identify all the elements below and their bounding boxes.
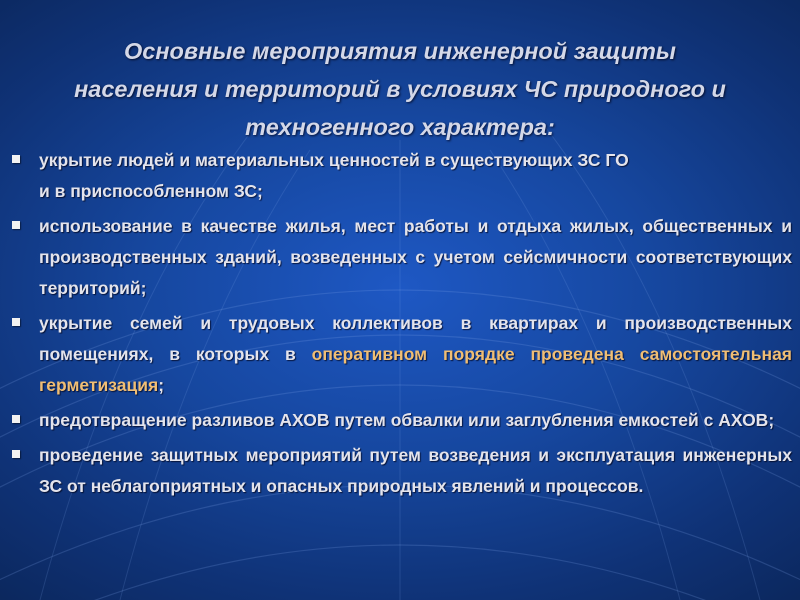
bullet-item — [8, 145, 792, 207]
bullet-text: укрытие семей и трудовых коллективов в квартирах и производственных помещениях, в которых в — [39, 313, 792, 364]
square-bullet-icon — [12, 155, 20, 163]
square-bullet-icon — [12, 221, 20, 229]
bullet-list — [8, 145, 792, 506]
bullet-text-line: и в приспособленном ЗС; — [39, 181, 263, 201]
slide-title-line: техногенного характера: — [245, 114, 555, 140]
bullet-item — [8, 308, 792, 401]
bullet-text: использование в качестве жилья, мест работы и отдыха жилых, общественных и производственных зданий, возведенных с учетом сейсмичности соответствующих территорий; — [39, 216, 792, 298]
square-bullet-icon — [12, 415, 20, 423]
square-bullet-icon — [12, 318, 20, 326]
square-bullet-icon — [12, 450, 20, 458]
bullet-item — [8, 211, 792, 304]
bullet-item — [8, 405, 792, 436]
highlighted-text: оперативном порядке проведена самостоятельная герметизация — [39, 344, 793, 395]
slide-title — [20, 32, 780, 146]
slide-title-line: населения и территорий в условиях ЧС природного и — [74, 76, 726, 102]
bullet-item — [8, 440, 792, 502]
bullet-text: проведение защитных мероприятий путем возведения и эксплуатация инженерных ЗС от неблагоприятных и опасных природных явлений и процессов. — [39, 445, 792, 496]
slide-title-line: Основные мероприятия инженерной защиты — [124, 38, 676, 64]
bullet-text-end: ; — [158, 375, 165, 395]
bullet-text: предотвращение разливов АХОВ путем обвалки или заглубления емкостей с АХОВ; — [39, 410, 775, 430]
bullet-text-line: укрытие людей и материальных ценностей в существующих ЗС ГО — [39, 150, 629, 170]
